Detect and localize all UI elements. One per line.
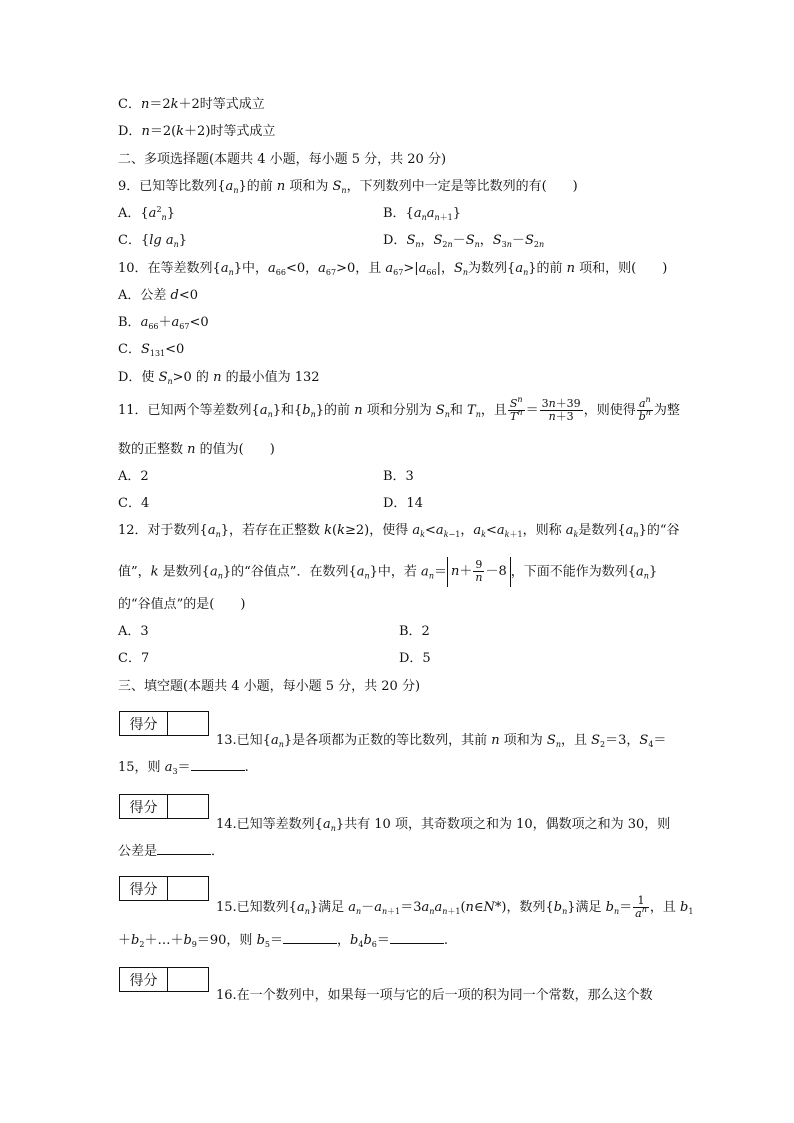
answer-blank[interactable] <box>157 842 211 855</box>
score-value-cell[interactable] <box>168 712 208 735</box>
answer-blank[interactable] <box>283 931 337 944</box>
q9-stem: 9．已知等比数列$\{a_n\}$的前 n 项和为 $S_n$，下列数列中一定是等比数列的有( ) <box>118 179 578 195</box>
q11-stem: 11．已知两个等差数列$\{a_n\}$和$\{b_n\}$的前 n 项和分别为 $S_n$和 $T_n$，且 $\frac{S^n}{T^n}$ ＝ $\frac{3n+39}{n+3}$ ，则使得 $\frac{a^n}{b^n}$ 为整 <box>118 395 680 423</box>
section-3-heading: 三、填空题(本题共 4 小题，每小题 5 分，共 20 分) <box>118 679 421 694</box>
q12-option-b: B．2 <box>399 624 430 639</box>
score-label: 得分 <box>120 968 168 991</box>
q12-stem-cont2: 的“谷值点”的是( ) <box>118 597 246 612</box>
option-c-line: C．n＝2k＋2时等式成立 <box>118 97 265 112</box>
score-box-14 <box>119 794 209 819</box>
answer-blank[interactable] <box>390 931 444 944</box>
score-value-cell[interactable] <box>168 968 208 991</box>
q11-option-a: A．2 <box>118 469 149 484</box>
q15-line-1: 15.已知数列$\{a_n\}$满足 $a_n-a_{n+1}=3a_na_{n+1}(n\in N*)$，数列$\{b_n\}$满足 $b_n=$ $\frac{1}{a^n}$ ，且 $b_1$ <box>216 894 694 920</box>
answer-blank[interactable] <box>191 758 245 771</box>
score-label: 得分 <box>120 877 168 900</box>
q15-line-2: $+b_2+\dots+b_9=90$，则 $b_5=$ ，$b_4b_6=$ . <box>118 933 449 949</box>
q12-stem-cont: 值”，k 是数列$\{a_n\}$的“谷值点”．在数列$\{a_n\}$中，若 $a_n= n+$ $\frac{9}{n}$ －8 ，下面不能作为数列$\{a_n\}$ <box>118 557 657 587</box>
score-label: 得分 <box>120 712 168 735</box>
q10-stem: 10．在等差数列$\{a_n\}$中，$a_{66}<0$，$a_{67}>0$，且 $a_{67}>|a_{66}|$，$S_n$为数列$\{a_n\}$的前 n 项和，则( ) <box>118 261 668 277</box>
q11-option-d: D．14 <box>383 496 423 511</box>
q16-line-1: 16.在一个数列中，如果每一项与它的后一项的积为同一个常数，那么这个数 <box>216 988 653 1003</box>
score-value-cell[interactable] <box>168 795 208 818</box>
q13-line-2: 15，则 $a_3=$ . <box>118 760 249 776</box>
score-box-15 <box>119 876 209 901</box>
q14-line-1: 14.已知等差数列$\{a_n\}$共有 10 项，其奇数项之和为 10，偶数项之和为 30，则 <box>216 817 671 833</box>
q12-stem: 12．对于数列$\{a_n\}$，若存在正整数 k(k≥2)，使得 $a_k<a_{k-1}$，$a_k<a_{k+1}$，则称 $a_k$是数列$\{a_n\}$的“谷 <box>118 523 680 539</box>
q9-option-c: C．{lg $a_n$} <box>118 233 188 249</box>
q11-stem-cont: 数的正整数 n 的值为( ) <box>118 442 275 457</box>
q9-option-a: A．$\{a^2_n\}$ <box>118 205 175 222</box>
q10-option-d: D．使 $S_n>0$ 的 n 的最小值为 132 <box>118 370 320 386</box>
section-2-heading: 二、多项选择题(本题共 4 小题，每小题 5 分，共 20 分) <box>118 152 447 167</box>
score-box-13 <box>119 711 209 736</box>
q12-option-c: C．7 <box>118 651 150 666</box>
q13-line-1: 13.已知$\{a_n\}$是各项都为正数的等比数列，其前 n 项和为 $S_n$，且 $S_2=3$，$S_4=$ <box>216 733 667 749</box>
q10-option-b: B．$a_{66}+a_{67}<0$ <box>118 315 209 331</box>
score-box-16 <box>119 967 209 992</box>
score-value-cell[interactable] <box>168 877 208 900</box>
q9-option-d: D．$S_n$，$S_{2n}-S_n$，$S_{3n}-S_{2n}$ <box>383 233 545 249</box>
score-label: 得分 <box>120 795 168 818</box>
q11-option-b: B．3 <box>383 469 414 484</box>
q12-option-a: A．3 <box>118 624 149 639</box>
q12-option-d: D．5 <box>399 651 431 666</box>
q11-option-c: C．4 <box>118 496 150 511</box>
option-d-line: D．n＝2(k＋2)时等式成立 <box>118 124 276 139</box>
q14-line-2: 公差是 ． <box>118 844 225 859</box>
q10-option-c: C．$S_{131}<0$ <box>118 342 185 358</box>
q9-option-b: B．$\{a_na_{n+1}\}$ <box>383 206 462 222</box>
q10-option-a: A．公差 d<0 <box>118 288 199 303</box>
